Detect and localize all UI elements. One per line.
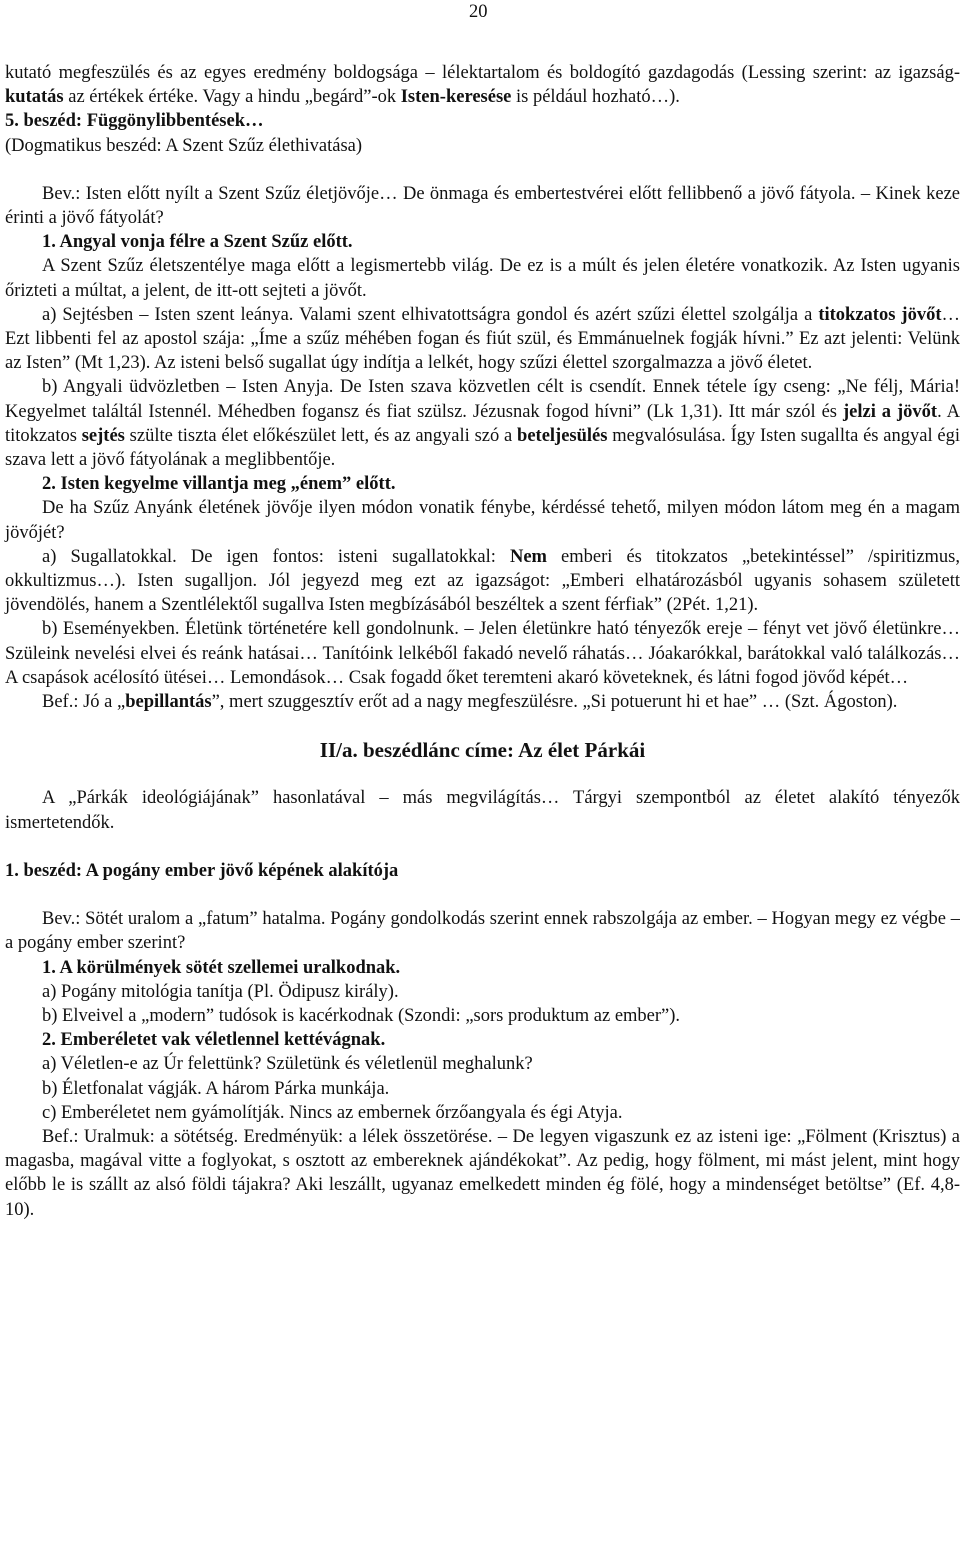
paragraph xyxy=(5,859,960,883)
text-run: a) Pogány mitológia tanítja (Pl. Ödipusz király). xyxy=(42,981,399,1002)
text-run: De ha Szűz Anyánk életének jövője ilyen módon vonatik fénybe, kérdéssé tehető, milyen módon látom meg én a magam jövőjét? xyxy=(5,498,960,543)
paragraph xyxy=(5,472,960,496)
bold-text: 1. A körülmények sötét szellemei uralkodnak. xyxy=(42,957,401,978)
paragraph xyxy=(5,496,960,544)
bold-text: 2. Emberéletet vak véletlennel kettévágnak. xyxy=(42,1030,386,1051)
text-run: A Szent Szűz életszentélye maga előtt a legismertebb világ. De ez is a múlt és jelen életére vonatkozik. Az Isten ugyanis őrizteti a múltat, a jelent, de itt-ott sejteti a jövőt. xyxy=(5,256,960,301)
text-run: a) Sugallatokkal. De igen fontos: isteni sugallatokkal: xyxy=(42,546,510,567)
paragraph xyxy=(5,1052,960,1076)
paragraph xyxy=(5,109,960,133)
text-run: b) Elveivel a „modern” tudósok is kacérkodnak (Szondi: „sors produktum az ember”). xyxy=(42,1005,681,1026)
text-run: A „Párkák ideológiájának” hasonlatával – más megvilágítás… Tárgyi szempontból az életet alakító tényezők ismertetendők. xyxy=(5,788,960,833)
bold-text: titokzatos jövőt xyxy=(818,304,942,325)
paragraph xyxy=(5,980,960,1004)
paragraph xyxy=(5,1028,960,1052)
text-run: a) Véletlen-e az Úr felettünk? Születünk és véletlenül meghalunk? xyxy=(42,1054,533,1075)
paragraph xyxy=(5,545,960,618)
bold-text: 1. Angyal vonja félre a Szent Szűz előtt. xyxy=(42,232,353,253)
text-run: Bef.: Uralmuk: a sötétség. Eredményük: a lélek összetörése. – De legyen vigaszunk ez az isteni ige: „Fölment (Krisztus) a magasba, magával vitte a foglyokat, s osztott az embereknek ajándékokat”. Az pedig, hogy fölment, mi mást jelent, mint hogy előbb le is szállt az alsó földi tájakra? Aki leszállt, ugyanaz emelkedett minden ég fölé, hogy a mindenséget betöltse” (Ef. 4,8-10). xyxy=(5,1126,960,1220)
text-run: is például hozható…). xyxy=(511,87,680,108)
text-run: b) Eseményekben. Életünk történetére kell gondolnunk. – Jelen életünkre ható tényezők ereje – fényt vet jövő életünkre… Szüleink nevelési elvei és reánk hatásai… Tanítóink lelkéből fakadó nevelő ráhatás… Jóakarókkal, barátokkal való találkozás… A csapások acélosító ütései… Lemondások… Csak fogadd őket teremteni akaró követeknek, és látni fogod jövőd képét… xyxy=(5,619,960,688)
paragraph xyxy=(5,134,960,158)
bold-text: bepillantás xyxy=(125,692,212,713)
text-run: c) Emberéletet nem gyámolítják. Nincs az embernek őrzőangyala és égi Atyja. xyxy=(42,1102,623,1123)
paragraph xyxy=(5,303,960,376)
paragraph xyxy=(5,1077,960,1101)
bold-text: 1. beszéd: A pogány ember jövő képének alakítója xyxy=(5,860,399,881)
text-run: ”, mert szuggesztív erőt ad a nagy megfeszülésre. „Si potuerunt hi et hae” … (Szt. Ágoston). xyxy=(211,692,898,713)
text-run: … Ezt libbenti fel az apostol szája: „Íme a szűz méhében fogan és fiút szül, és Emmánuelnek fogják hívni.” Ez azt jelenti: Velünk az Isten” (Mt 1,23). Az isteni belső sugallat úgy indítja a lelkét, hogy szűzi élettel szorgalmazza a jövő életet. xyxy=(5,304,960,374)
text-run: Bev.: Sötét uralom a „fatum” hatalma. Pogány gondolkodás szerint ennek rabszolgája az ember. – Hogyan megy ez végbe – a pogány ember szerint? xyxy=(5,909,960,954)
text-run: II/a. beszédlánc címe: Az élet Párkái xyxy=(319,738,646,763)
bold-text: jelzi a jövőt xyxy=(842,401,938,422)
paragraph xyxy=(5,254,960,302)
bold-text: beteljesülés xyxy=(517,425,608,446)
paragraph xyxy=(5,786,960,834)
paragraph xyxy=(5,617,960,690)
text-run: az értékek értéke. Vagy a hindu „begárd”-ok xyxy=(63,87,401,108)
text-run: szülte tiszta élet előkészület lett, és az angyali szó a xyxy=(124,425,518,446)
paragraph xyxy=(5,375,960,472)
bold-text: sejtés xyxy=(81,425,125,446)
paragraph xyxy=(5,738,960,762)
paragraph xyxy=(5,690,960,714)
paragraph xyxy=(5,230,960,254)
bold-text: kutatás xyxy=(5,87,64,108)
text-run: b) Életfonalat vágják. A három Párka munkája. xyxy=(42,1078,390,1099)
paragraph xyxy=(5,907,960,955)
paragraph xyxy=(5,956,960,980)
paragraph xyxy=(5,182,960,230)
text-run: megvalósulása. Így Isten sugallta és angyal égi szava lett a jövő fátyolának a meglibbentője. xyxy=(5,425,960,471)
document-body xyxy=(5,61,960,1222)
paragraph xyxy=(5,61,960,109)
paragraph xyxy=(5,1101,960,1125)
bold-text: 5. beszéd: Függönylibbentések… xyxy=(5,111,264,132)
text-run: Bev.: Isten előtt nyílt a Szent Szűz életjövője… De önmaga és embertestvérei előtt fellibbenő a jövő fátyola. – Kinek keze érinti a jövő fátyolát? xyxy=(5,183,960,229)
bold-text: Nem xyxy=(509,546,547,567)
paragraph xyxy=(5,1004,960,1028)
text-run: a) Sejtésben – Isten szent leánya. Valami szent elhivatottságra gondol és azért szűzi élettel szolgálja a xyxy=(42,304,819,325)
text-run: (Dogmatikus beszéd: A Szent Szűz élethivatása) xyxy=(5,135,363,156)
bold-text: Isten-keresése xyxy=(400,87,512,108)
paragraph xyxy=(5,1125,960,1222)
text-run: b) Angyali üdvözletben – Isten Anyja. De Isten szava közvetlen célt is csendít. Ennek tétele így cseng: „Ne félj, Mária! Kegyelmet találtál Istennél. Méhedben fogansz és fiat szülsz. Jézusnak fogod hívni” (Lk 1,31). Itt már szól és xyxy=(5,377,960,422)
text-run: kutató megfeszülés és az egyes eredmény boldogsága – lélektartalom és boldogító gazdagodás (Lessing szerint: az igazság- xyxy=(5,63,960,83)
bold-text: 2. Isten kegyelme villantja meg „énem” előtt. xyxy=(42,474,396,495)
text-run: . A titokzatos xyxy=(5,401,960,446)
text-run: Bef.: Jó a „ xyxy=(42,692,126,713)
page-number: 20 xyxy=(469,2,488,22)
text-run: emberi és titokzatos „betekintéssel” /spiritizmus, okkultizmus…). Isten sugalljon. Jól jegyezd meg ezt az igazságot: „Emberi elhatározásból ugyanis sohasem született jövendölés, hanem a Szentlélektől sugallva Isten megbízásából beszéltek a szent férfiak” (2Pét. 1,21). xyxy=(5,546,960,616)
